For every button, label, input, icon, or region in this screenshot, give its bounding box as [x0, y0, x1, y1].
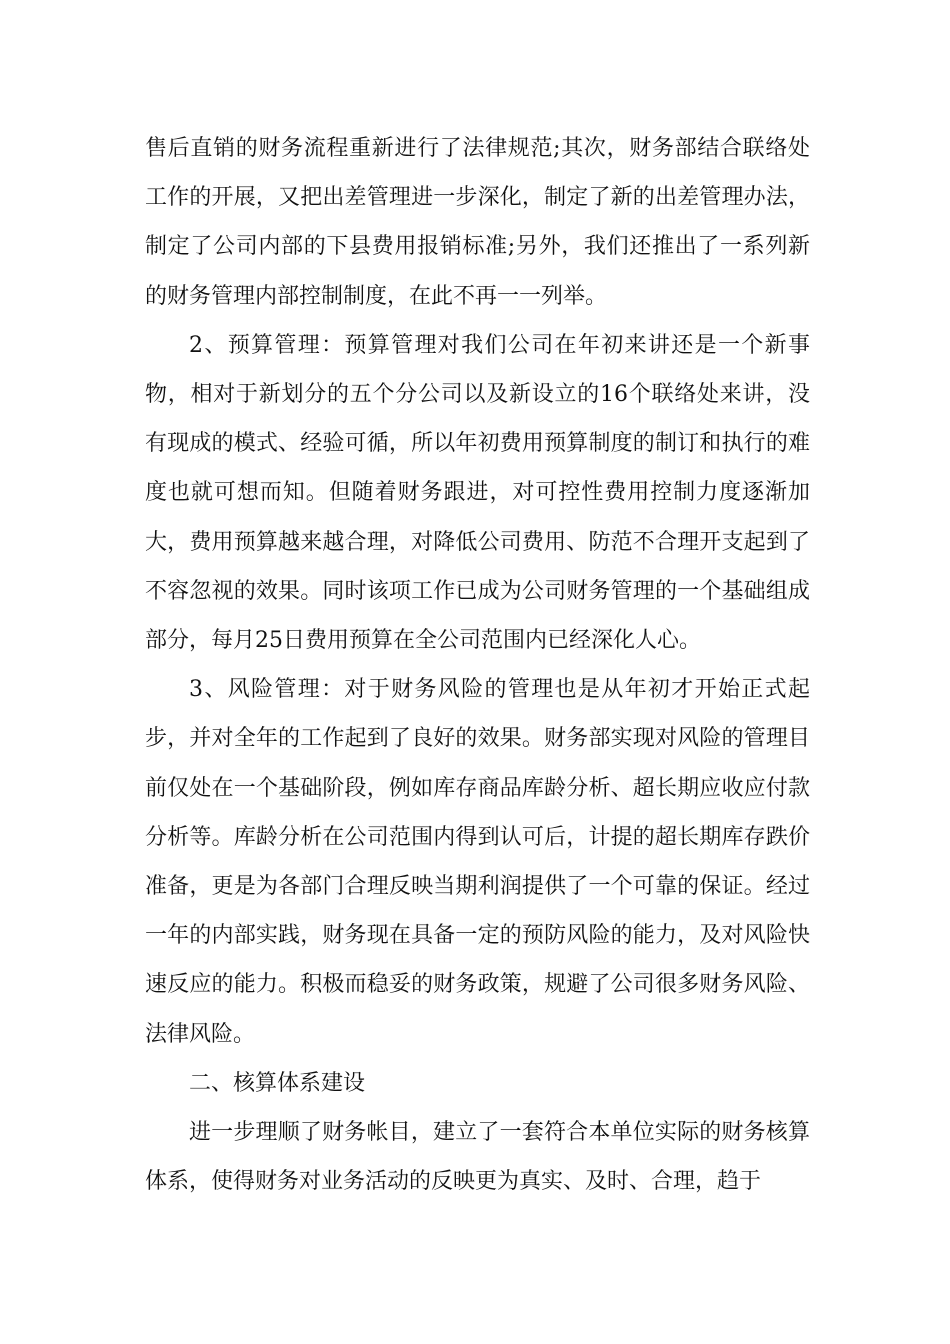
- paragraph-continuation: 售后直销的财务流程重新进行了法律规范;其次，财务部结合联络处工作的开展，又把出差管理进一步深化，制定了新的出差管理办法，制定了公司内部的下县费用报销标准;另外，我们还推出了一系列新的财务管理内部控制制度，在此不再一一列举。: [145, 136, 810, 309]
- paragraph-accounting-system: 进一步理顺了财务帐目，建立了一套符合本单位实际的财务核算体系，使得财务对业务活动的反映更为真实、及时、合理，趋于: [145, 1120, 810, 1195]
- paragraph-risk-management: 3、风险管理：对于财务风险的管理也是从年初才开始正式起步，并对全年的工作起到了良好的效果。财务部实现对风险的管理目前仅处在一个基础阶段，例如库存商品库龄分析、超长期应收应付款分析等。库龄分析在公司范围内得到认可后，计提的超长期库存跌价准备，更是为各部门合理反映当期利润提供了一个可靠的保证。经过一年的内部实践，财务现在具备一定的预防风险的能力，及对风险快速反应的能力。积极而稳妥的财务政策，规避了公司很多财务风险、法律风险。: [145, 677, 810, 1047]
- document-body: [145, 124, 810, 1206]
- section-heading-accounting-system: 二、核算体系建设: [189, 1070, 366, 1096]
- paragraph-budget-management: 2、预算管理：预算管理对我们公司在年初来讲还是一个新事物，相对于新划分的五个分公司以及新设立的16个联络处来讲，没有现成的模式、经验可循，所以年初费用预算制度的制订和执行的难度也就可想而知。但随着财务跟进，对可控性费用控制力度逐渐加大，费用预算越来越合理，对降低公司费用、防范不合理开支起到了不容忽视的效果。同时该项工作已成为公司财务管理的一个基础组成部分，每月25日费用预算在全公司范围内已经深化人心。: [145, 332, 810, 654]
